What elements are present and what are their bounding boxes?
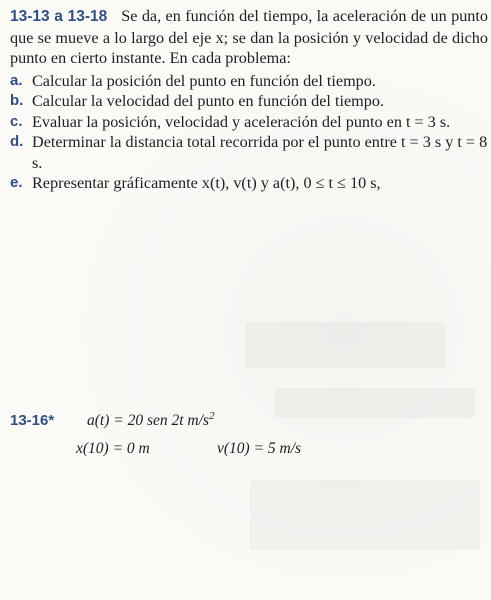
bleed-through-text	[275, 388, 475, 418]
task-item	[10, 112, 488, 133]
acceleration-equation	[87, 410, 214, 430]
initial-velocity: v(10) = 5 m/s	[217, 440, 302, 457]
acceleration-exponent: 2	[208, 410, 215, 422]
problem-set-statement	[10, 6, 488, 194]
task-item	[10, 132, 488, 173]
bleed-through-text	[250, 480, 480, 550]
acceleration-text: a(t) = 20 sen 2t m/s	[87, 412, 209, 430]
intro-text: Se da, en función del tiempo, la aceleración de un punto que se mueve a lo largo del eje x; se dan la posición y velocidad de dicho punto en cierto instante. En cada problema:	[10, 7, 488, 67]
task-letter: c.	[10, 112, 23, 130]
problem-range-heading: 13-13 a 13-18	[10, 8, 108, 25]
problem-number: 13-16*	[10, 412, 55, 429]
task-item	[10, 71, 488, 92]
task-letter: e.	[10, 174, 23, 191]
task-letter: b.	[10, 92, 24, 109]
task-item	[10, 173, 488, 194]
initial-position: x(10) = 0 m	[76, 440, 150, 457]
task-text: Determinar la distancia total recorrida por el punto entre t = 3 s y t = 8 s.	[32, 133, 488, 172]
task-letter: d.	[10, 133, 24, 150]
task-text: Representar gráficamente x(t), v(t) y a(t), 0 ≤ t ≤ 10 s,	[32, 174, 381, 192]
task-letter: a.	[10, 71, 23, 89]
task-item	[10, 91, 488, 112]
task-text: Calcular la posición del punto en función del tiempo.	[32, 71, 376, 90]
task-list	[10, 71, 488, 194]
task-text: Calcular la velocidad del punto en función del tiempo.	[32, 92, 384, 110]
task-text: Evaluar la posición, velocidad y aceleración del punto en t = 3 s.	[32, 112, 451, 131]
intro-paragraph	[10, 6, 488, 69]
bleed-through-text	[245, 322, 445, 368]
